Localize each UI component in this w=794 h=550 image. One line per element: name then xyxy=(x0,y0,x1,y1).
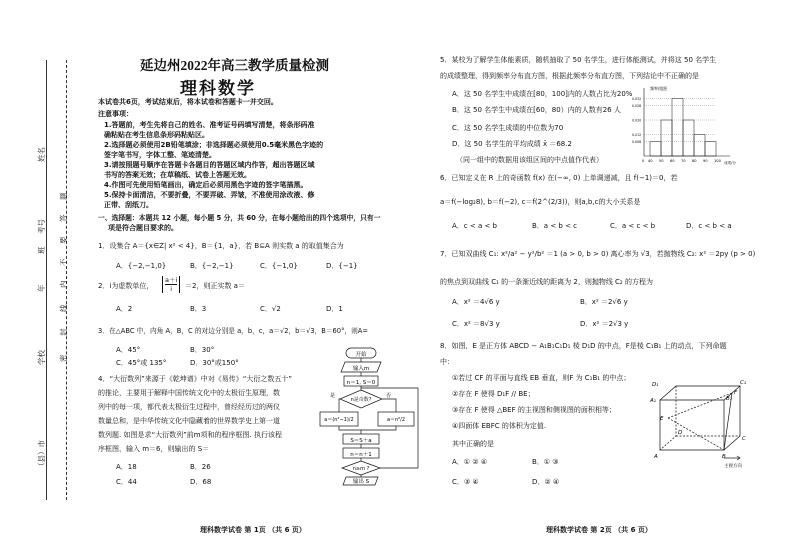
note-line: 签字笔书写，字体工整、笔迹清楚。 xyxy=(104,151,216,159)
q4-line: 序框图，输入 m＝6，则输出的 S＝ xyxy=(98,445,210,453)
hist-bar xyxy=(694,134,705,156)
q8-option-b: B．① ③ xyxy=(532,458,559,466)
cube-label: C₁ xyxy=(740,380,747,386)
flow-input: 输入m xyxy=(352,366,370,372)
q3-option-d: D．30°或150° xyxy=(190,359,239,367)
footer-left: 理科数学试卷 第 1页 （共 6 页） xyxy=(200,526,306,534)
q6-option-b: B．a < b < c xyxy=(532,222,578,230)
cube-label: A xyxy=(654,454,658,460)
cube-front-face xyxy=(660,400,724,450)
hist-y-tick: 0.028 xyxy=(632,104,642,109)
q8-option-c: C．③ ④ xyxy=(452,478,479,486)
q8-correct-label: 其中正确的是 xyxy=(452,440,494,448)
q8-item: ②存在 F 使得 D₁F // BE； xyxy=(452,390,535,398)
q6-line1: 6．已知定义在 R 上的奇函数 f(x) 在(−∞, 0) 上单调递减，且 f(−1)＝0，若 xyxy=(440,174,678,182)
name-label: 姓名 xyxy=(37,147,46,162)
cube-label: D₁ xyxy=(652,382,659,388)
hist-x-tick: 70 xyxy=(681,159,686,163)
seal-word: 不 xyxy=(59,258,68,266)
flow-cond-odd: n是奇数? xyxy=(350,397,372,403)
hist-ticks xyxy=(632,97,722,163)
school-label: 学校 xyxy=(37,350,46,365)
flow-output: 输出 S xyxy=(352,479,370,485)
q6-option-c: C．a < c < b xyxy=(610,222,656,230)
q6-line2: a＝f(−log₂8), b＝f(−2), c＝f(2^(2/3))，则a,b,c的大小关系是 xyxy=(440,198,641,206)
cube-label: B₁ xyxy=(726,396,732,402)
flow-assign-even: a＝n²/2 xyxy=(386,417,406,423)
q4-option-c: C．44 xyxy=(116,478,137,486)
seal-word: 要 xyxy=(59,236,68,244)
footer-right: 理科数学试卷 第 2页 （共 6 页） xyxy=(546,526,652,534)
q7-line2: 的焦点到双曲线 C₁ 的一条渐近线的距离为 2，则抛物线 C₂ 的方程为 xyxy=(440,278,653,286)
q7-option-b: B．x² ＝2√6 y xyxy=(580,298,628,306)
q8-line2: 中： xyxy=(440,358,454,366)
q3-option-a: A．45° xyxy=(116,346,141,354)
q3-option-b: B．30° xyxy=(190,346,215,354)
q3-stem: 3．在△ABC 中，内角 A，B，C 的对边分别是 a，b，c，a＝√2，b＝√3，B＝60°，则A= xyxy=(98,327,368,335)
hist-x-tick: 40 xyxy=(648,159,653,163)
q8-item: ①若过 CF 的平面与直线 EB 垂直，则F 为 C₁B₁ 的中点； xyxy=(452,374,631,382)
q2-frac-den: i xyxy=(170,285,173,293)
note-line: 正带、刮纸刀。 xyxy=(104,201,153,209)
cube-label: F xyxy=(734,390,738,396)
flow-init: n＝1, S＝0 xyxy=(346,380,376,386)
grade-label: 年 xyxy=(37,284,46,292)
q4-option-b: B．26 xyxy=(190,463,211,471)
hist-x-tick: 0 xyxy=(642,159,645,163)
class-label: 班 xyxy=(37,246,46,254)
section-heading-cont: 项是符合题目要求的。 xyxy=(108,224,178,232)
city-label: （县）市 xyxy=(37,440,46,470)
seal-word: 线 xyxy=(59,304,68,312)
cube-label: E xyxy=(660,416,664,422)
hist-x-tick: 100 xyxy=(714,159,721,163)
cube-label: B xyxy=(722,454,726,460)
q8-option-a: A．① ② ④ xyxy=(452,458,488,466)
hist-x-tick: 80 xyxy=(692,159,697,163)
seal-word: 内 xyxy=(59,280,68,288)
q5-line: 5．某校为了解学生体能素质，随机抽取了 50 名学生，进行体能测试，并将这 50 名学生 xyxy=(440,56,717,64)
cube-label: D xyxy=(678,430,683,436)
q2-option-b: B．3 xyxy=(190,305,207,313)
q6-option-a: A．c < a < b xyxy=(452,222,498,230)
flow-cond-end: n≥m ? xyxy=(352,466,370,472)
hist-y-tick: 0.020 xyxy=(632,118,642,123)
q4-line: 数量总和，是中华传统文化中隐藏着的世界数学史上第一道 xyxy=(98,417,280,425)
hist-x-tick: 90 xyxy=(703,159,708,163)
hist-x-tick: 60 xyxy=(670,159,675,163)
q2-stem-a: 2．i为虚数单位， xyxy=(98,282,154,290)
hist-y-tick: 0.008 xyxy=(632,140,642,145)
flow-assign-odd: a＝(n²−1)/2 xyxy=(324,417,354,423)
q7-line1: 7．已知双曲线 C₁: x²/a² − y²/b² ＝1 (a > 0, b > 0) 离心率为 √3，若抛物线 C₂: x² ＝2py (p > 0) xyxy=(440,250,756,258)
hist-bar xyxy=(672,98,683,156)
q5-option-d: D．这 50 名学生的平均成绩 x̄ ＝68.2 xyxy=(452,140,572,148)
q2-option-a: A．2 xyxy=(116,305,133,313)
seal-word: 题 xyxy=(59,192,68,200)
cube-label: C xyxy=(742,436,746,442)
hist-bar xyxy=(705,142,716,156)
q2-stem-b: ＝2，则正实数 a＝ xyxy=(185,282,245,290)
q2-option-c: C．√2 xyxy=(260,305,281,313)
cube-label: A₁ xyxy=(650,398,656,404)
seal-word: 封 xyxy=(59,328,68,336)
q4-line: 4．“大衍数列”来源于《乾坤谱》中对《易传》“大衍之数五十” xyxy=(98,375,292,383)
q5-option-c: C．这 50 名学生成绩的中位数为70 xyxy=(452,124,564,132)
q4-line: 的推论，主要用于解释中国传统文化中的太极衍生原理，数 xyxy=(98,389,280,397)
hist-y-tick: 0.012 xyxy=(632,132,642,137)
q4-option-d: D．68 xyxy=(190,478,212,486)
note-line: 4.作图可先使用铅笔画出，确定后必须用黑色字迹的签字笔描黑。 xyxy=(104,181,308,189)
note-line: 5.保持卡面清洁，不要折叠，不要弄破、弄皱，不准使用涂改液、修 xyxy=(104,191,315,199)
q5-option-a: A．这 50 名学生中成绩在[80，100]内的人数占比为20% xyxy=(452,90,633,98)
q4-option-a: A．18 xyxy=(116,463,137,471)
hist-bars xyxy=(650,98,716,156)
intro-line: 本试卷共6页，考试结束后，将本试卷和答题卡一并交回。 xyxy=(98,98,278,106)
flowchart xyxy=(318,346,422,488)
hist-x-label: 成绩/分 xyxy=(724,161,736,165)
histogram xyxy=(632,84,736,166)
exam-no-label: 考号 xyxy=(37,219,46,234)
flow-incr: n＝n＋1 xyxy=(350,452,372,458)
q3-option-c: C．45°或 135° xyxy=(116,359,167,367)
q5-option-b: B．这 50 名学生中成绩在[60，80）内的人数有26 人 xyxy=(452,106,621,114)
q1-option-a: A．{−2,−1,0} xyxy=(116,262,167,270)
notes-title: 注意事项： xyxy=(98,110,133,118)
q8-option-d: D．② ④ xyxy=(532,478,560,486)
flow-accum: S＝S＋a xyxy=(350,438,372,444)
q1-option-b: B．{−2,−1} xyxy=(190,262,234,270)
note-line: 3.请按照题号顺序在答题卡各题目的答题区域内作答，超出答题区域 xyxy=(104,161,315,169)
hist-y-tick: 0.032 xyxy=(632,96,642,101)
flow-yes: 是 xyxy=(330,393,336,399)
q7-option-a: A．x² ＝4√6 y xyxy=(452,298,500,306)
subject-title: 理科数学 xyxy=(180,79,256,98)
note-line: 确粘贴在考生信息条形码粘贴区。 xyxy=(104,131,209,139)
q8-item: ④四面体 EBFC 的体积为定值. xyxy=(452,422,547,430)
hist-x-tick: 50 xyxy=(659,159,664,163)
note-line: 2.选择题必须使用2B铅笔填涂；非选择题必须使用0.5毫米黑色字迹的 xyxy=(104,141,324,149)
q6-option-d: D．c < b < a xyxy=(686,222,732,230)
flow-no: 否 xyxy=(386,393,392,399)
hist-bar xyxy=(661,120,672,156)
q1-option-d: D．{−1} xyxy=(326,262,358,270)
hist-bar xyxy=(650,142,661,156)
hist-y-label: 频率/组距 xyxy=(650,86,668,91)
q8-line1: 8．如图，E 是正方体 ABCD − A₁B₁C₁D₁ 棱 D₁D 的中点，F是棱 C₁B₁ 上的动点，下列命题 xyxy=(440,342,727,350)
q4-line: 列中的每一项，都代表太极衍生过程中，曾经经历过的两仪 xyxy=(98,403,280,411)
q2-frac-num: a＋i xyxy=(165,276,178,284)
cube-caption: 主视方向 xyxy=(724,464,742,469)
note-line: 书写的答案无效；在草稿纸、试卷上答题无效。 xyxy=(104,171,251,179)
flow-start: 开始 xyxy=(355,352,367,358)
cube-figure xyxy=(640,378,750,468)
section-heading: 一、选择题：本题共 12 小题，每小题 5 分，共 60 分，在每小题给出的四个选项中，只有一 xyxy=(98,214,381,222)
q2-option-d: D．1 xyxy=(326,305,343,313)
hist-bar xyxy=(683,120,694,156)
seal-line-outer xyxy=(46,60,47,500)
binding-margin xyxy=(0,0,78,550)
note-line: 1.答题前，考生先将自己的姓名、准考证号码填写清楚，将条形码准 xyxy=(104,121,315,129)
q1-stem: 1．设集合 A＝{x∈Z| x² < 4}，B＝{1，a}，若 B⊆A 则实数 a 的取值集合为 xyxy=(98,242,344,250)
q5-line: 的成绩整理，得到频率分布直方图，根据此频率分布直方图，下列结论中不正确的是 xyxy=(440,72,699,80)
q4-line: 数列题. 如图是求“大衍数列”前m项和的程序框图. 执行该程 xyxy=(98,431,282,439)
q7-option-c: C．x² ＝8√3 y xyxy=(452,320,500,328)
q7-option-d: D．x² ＝2√3 y xyxy=(580,320,629,328)
q5-note: （同一组中的数据用该组区间的中点值作代表） xyxy=(456,156,603,164)
exam-title: 延边州2022年高三教学质量检测 xyxy=(140,58,329,73)
seal-word: 密 xyxy=(59,354,68,362)
q8-item: ③存在 F 使得 △BEF 的主视图和侧视图的面积相等； xyxy=(452,406,616,414)
q2-abs-frac xyxy=(162,276,180,293)
seal-word: 答 xyxy=(59,214,68,222)
q1-option-c: C．{−1,0} xyxy=(260,262,298,270)
